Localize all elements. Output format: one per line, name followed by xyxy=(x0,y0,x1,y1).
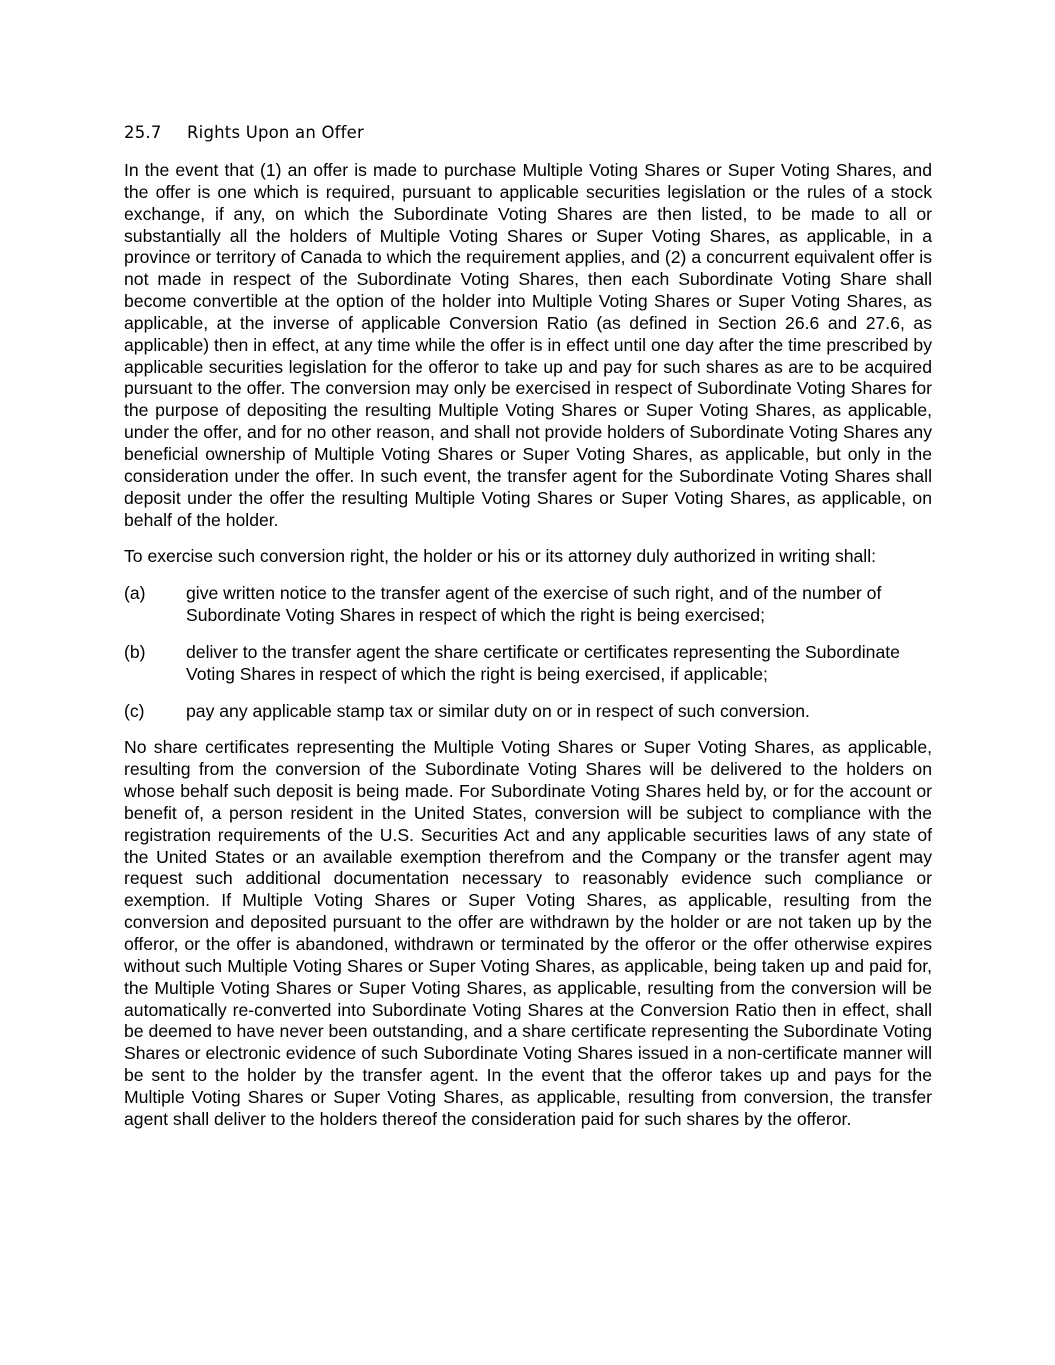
list-item-c xyxy=(124,701,932,723)
list-marker: (a) xyxy=(124,583,146,604)
list-item-text: deliver to the transfer agent the share certificate or certificates representing the Subordinate Voting Shares in respect of which the right is being exercised, if applicable; xyxy=(186,641,900,684)
list-item-a xyxy=(124,583,932,627)
paragraph-share-certificates: No share certificates representing the Multiple Voting Shares or Super Voting Shares, as applicable, resulting from the conversion of the Subordinate Voting Shares will be delivered to the holders on whose behalf such deposit is being made. For Subordinate Voting Shares held by, or for the account or benefit of, a person resident in the United States, conversion will be subject to compliance with the registration requirements of the U.S. Securities Act and any applicable securities laws of any state of the United States or an available exemption therefrom and the Company or the transfer agent may request such additional documentation necessary to reasonably evidence such compliance or exemption. If Multiple Voting Shares or Super Voting Shares, as applicable, resulting from the conversion and deposited pursuant to the offer are withdrawn by the holder or are not taken up by the offeror, or the offer is abandoned, withdrawn or terminated by the offeror or the offer otherwise expires without such Multiple Voting Shares or Super Voting Shares, as applicable, being taken up and paid for, the Multiple Voting Shares or Super Voting Shares, as applicable, resulting from the conversion will be automatically re-converted into Subordinate Voting Shares at the Conversion Ratio then in effect, shall be deemed to have never been outstanding, and a share certificate representing the Subordinate Voting Shares or electronic evidence of such Subordinate Voting Shares issued in a non-certificate manner will be sent to the holder by the transfer agent. In the event that the offeror takes up and pays for the Multiple Voting Shares or Super Voting Shares, as applicable, resulting from conversion, the transfer agent shall deliver to the holders thereof the consideration paid for such shares by the offeror. xyxy=(124,737,932,1129)
paragraph-exercise-intro: To exercise such conversion right, the holder or his or its attorney duly authorized in writing shall: xyxy=(124,546,877,567)
list-item-text: give written notice to the transfer agent of the exercise of such right, and of the number of Subordinate Voting Shares in respect of which the right is being exercised; xyxy=(186,583,882,626)
document-page xyxy=(124,122,932,1146)
list-item-text: pay any applicable stamp tax or similar duty on or in respect of such conversion. xyxy=(186,700,810,721)
list-marker: (b) xyxy=(124,641,146,662)
list-marker: (c) xyxy=(124,700,145,721)
section-title: Rights Upon an Offer xyxy=(187,123,364,142)
section-number: 25.7 xyxy=(124,123,162,142)
paragraph-offer-conversion: In the event that (1) an offer is made to purchase Multiple Voting Shares or Super Voting Shares, and the offer is one which is required, pursuant to applicable securities legislation or the rules of a stock exchange, if any, on which the Subordinate Voting Shares are then listed, to be made to all or substantially all the holders of Multiple Voting Shares or Super Voting Shares, as applicable, in a province or territory of Canada to which the requirement applies, and (2) a concurrent equivalent offer is not made in respect of the Subordinate Voting Shares, then each Subordinate Voting Share shall become convertible at the option of the holder into Multiple Voting Shares or Super Voting Shares, as applicable, at the inverse of applicable Conversion Ratio (as defined in Section 26.6 and 27.6, as applicable) then in effect, at any time while the offer is in effect until one day after the time prescribed by applicable securities legislation for the offeror to take up and pay for such shares as are to be acquired pursuant to the offer. The conversion may only be exercised in respect of Subordinate Voting Shares for the purpose of depositing the resulting Multiple Voting Shares or Super Voting Shares, as applicable, under the offer, and for no other reason, and shall not provide holders of Subordinate Voting Shares any beneficial ownership of Multiple Voting Shares or Super Voting Shares, as applicable, but only in the consideration under the offer. In such event, the transfer agent for the Subordinate Voting Shares shall deposit under the offer the resulting Multiple Voting Shares or Super Voting Shares, as applicable, on behalf of the holder. xyxy=(124,160,932,530)
list-item-b xyxy=(124,642,932,686)
section-heading xyxy=(124,122,932,144)
